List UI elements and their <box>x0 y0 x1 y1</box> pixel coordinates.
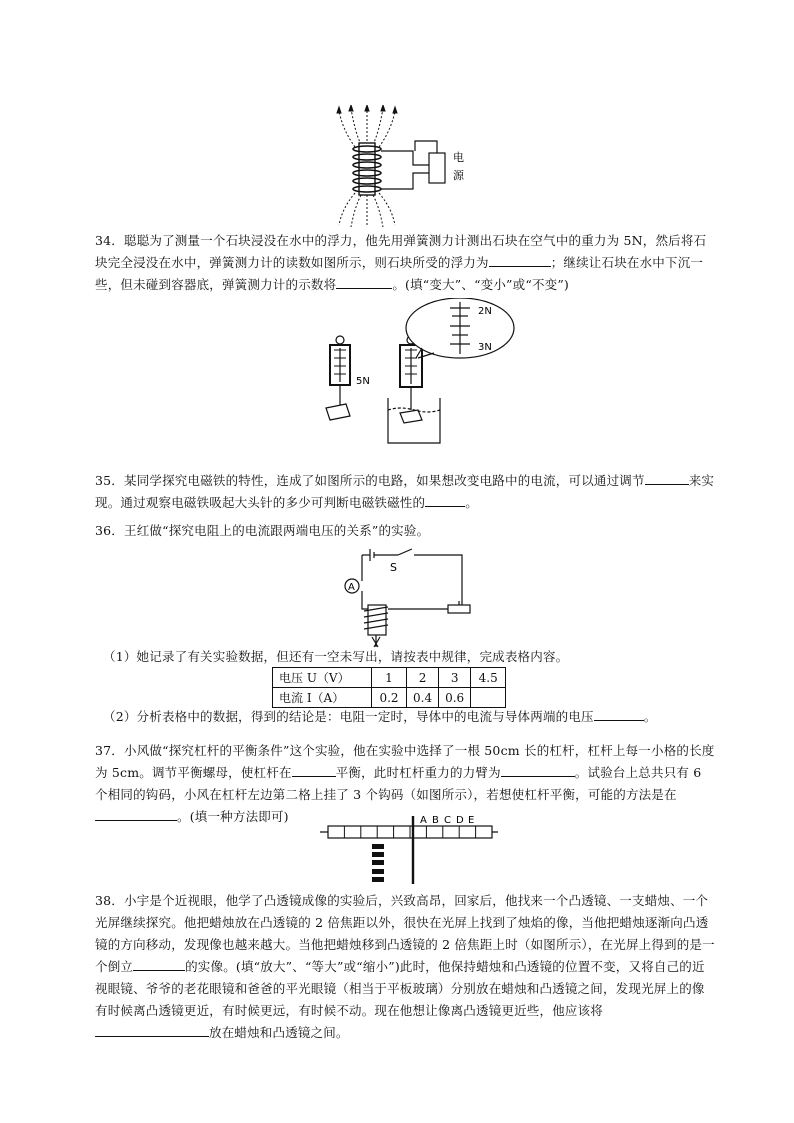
table-header-voltage: 电压 U（V） <box>273 668 372 688</box>
question-34 <box>95 230 715 296</box>
q35-text-b: 来实现。通过观察电磁铁吸起大头针的多少可判断电磁铁磁性的 <box>95 473 715 510</box>
lever-label-d: D <box>456 815 464 826</box>
switch-label: S <box>390 561 397 574</box>
table-cell: 0.2 <box>372 688 407 708</box>
table-row <box>273 688 506 708</box>
q38-text-c: 放在蜡烛和凸透镜之间。 <box>209 1025 349 1040</box>
table-cell: 1 <box>372 668 407 688</box>
q38-text-b: 的实像。(填“放大”、“等大”或“缩小”)此时，他保持蜡烛和凸透镜的位置不变，又将自己的近视眼镜、爷爷的老花眼镜和爸爸的平光眼镜（相当于平板玻璃）分别放在蜡烛和凸透镜之间，发现光屏上的像有时候离凸透镜更近，有时候更远，有时候不动。现在他想让像离凸透镜更近些，他应该将 <box>95 959 705 1018</box>
spring-scale-figure <box>310 298 515 448</box>
table-cell: 2 <box>407 668 439 688</box>
data-table <box>272 667 506 708</box>
question-38 <box>95 890 715 1044</box>
question-36-part-2 <box>103 706 723 728</box>
lever-label-a: A <box>420 815 427 826</box>
hooked-weights <box>372 844 384 882</box>
lever-label-e: E <box>468 815 475 826</box>
q38-blank-2[interactable] <box>95 1022 209 1037</box>
question-36-part-1: （1）她记录了有关实验数据，但还有一空未写出，请按表中规律，完成表格内容。 <box>103 649 569 664</box>
q37-text-d: 。(填一种方法即可) <box>177 809 289 824</box>
electromagnet-figure <box>335 105 475 230</box>
ammeter-label: A <box>348 582 355 593</box>
q37-text-c: 。试验台上总共只有 6 个相同的钩码，小风在杠杆左边第二格上挂了 3 个钩码（如图所示），若想使杠杆平衡，可能的方法是在 <box>95 765 702 802</box>
circuit-figure <box>330 545 475 650</box>
table-cell: 0.4 <box>407 688 439 708</box>
q36-part2-text-b: 。 <box>643 709 657 724</box>
power-source-label-2: 源 <box>453 169 464 182</box>
q34-text-c: 。(填“变大”、“变小”或“不变”) <box>392 277 570 292</box>
question-35 <box>95 470 715 514</box>
q34-blank-1[interactable] <box>489 252 551 267</box>
table-cell: 4.5 <box>471 668 506 688</box>
q37-text-a: 37．小风做“探究杠杆的平衡条件”这个实验，他在实验中选择了一根 50cm 长的杠杆，杠杆上每一小格的长度为 5cm。调节平衡螺母，使杠杆在 <box>95 743 715 780</box>
lever-label-c: C <box>444 815 451 826</box>
q34-text-b: ；继续让石块在水中下沉一些，但未碰到容器底，弹簧测力计的示数将 <box>95 255 704 292</box>
q37-blank-1[interactable] <box>292 762 336 777</box>
q34-text-a: 34．聪聪为了测量一个石块浸没在水中的浮力，他先用弹簧测力计测出石块在空气中的重力为 5N，然后将石块完全浸没在水中，弹簧测力计的读数如图所示，则石块所受的浮力为 <box>95 233 707 270</box>
table-header-current: 电流 I（A） <box>273 688 372 708</box>
table-cell: 0.6 <box>439 688 471 708</box>
q38-blank-1[interactable] <box>133 956 185 971</box>
q35-blank-2[interactable] <box>425 492 465 507</box>
label-2n: 2N <box>478 306 492 317</box>
question-36-title: 36．王红做“探究电阻上的电流跟两端电压的关系”的实验。 <box>95 523 430 538</box>
q35-text-c: 。 <box>465 495 478 510</box>
q37-blank-2[interactable] <box>501 762 575 777</box>
table-cell: 3 <box>439 668 471 688</box>
q36-blank[interactable] <box>594 706 644 721</box>
q35-text-a: 35．某同学探究电磁铁的特性，连成了如图所示的电路，如果想改变电路中的电流，可以通过调节 <box>95 473 645 488</box>
q34-blank-2[interactable] <box>336 274 392 289</box>
power-source-label-1: 电 <box>453 151 464 164</box>
q38-text-a: 38．小宇是个近视眼，他学了凸透镜成像的实验后，兴致高昂，回家后，他找来一个凸透镜、一支蜡烛、一个光屏继续探究。他把蜡烛放在凸透镜的 2 倍焦距以外，很快在光屏上找到了烛焰的像，当他把蜡烛逐渐向凸透镜的方向移动，发现像也越来越大。当他把蜡烛移到凸透镜的 2 倍焦距上时（如图所示），在光屏上得到的是一个倒立 <box>95 893 715 974</box>
lever-figure <box>318 812 500 884</box>
label-5n: 5N <box>356 376 370 387</box>
q35-blank-1[interactable] <box>645 470 689 485</box>
q36-part2-text-a: （2）分析表格中的数据，得到的结论是：电阻一定时，导体中的电流与导体两端的电压 <box>103 709 594 724</box>
table-row <box>273 668 506 688</box>
q37-blank-3[interactable] <box>95 806 177 821</box>
lever-label-b: B <box>432 815 439 826</box>
label-3n: 3N <box>478 342 492 353</box>
table-cell-empty[interactable] <box>471 688 506 708</box>
q37-text-b: 平衡，此时杠杆重力的力臂为 <box>335 765 501 780</box>
